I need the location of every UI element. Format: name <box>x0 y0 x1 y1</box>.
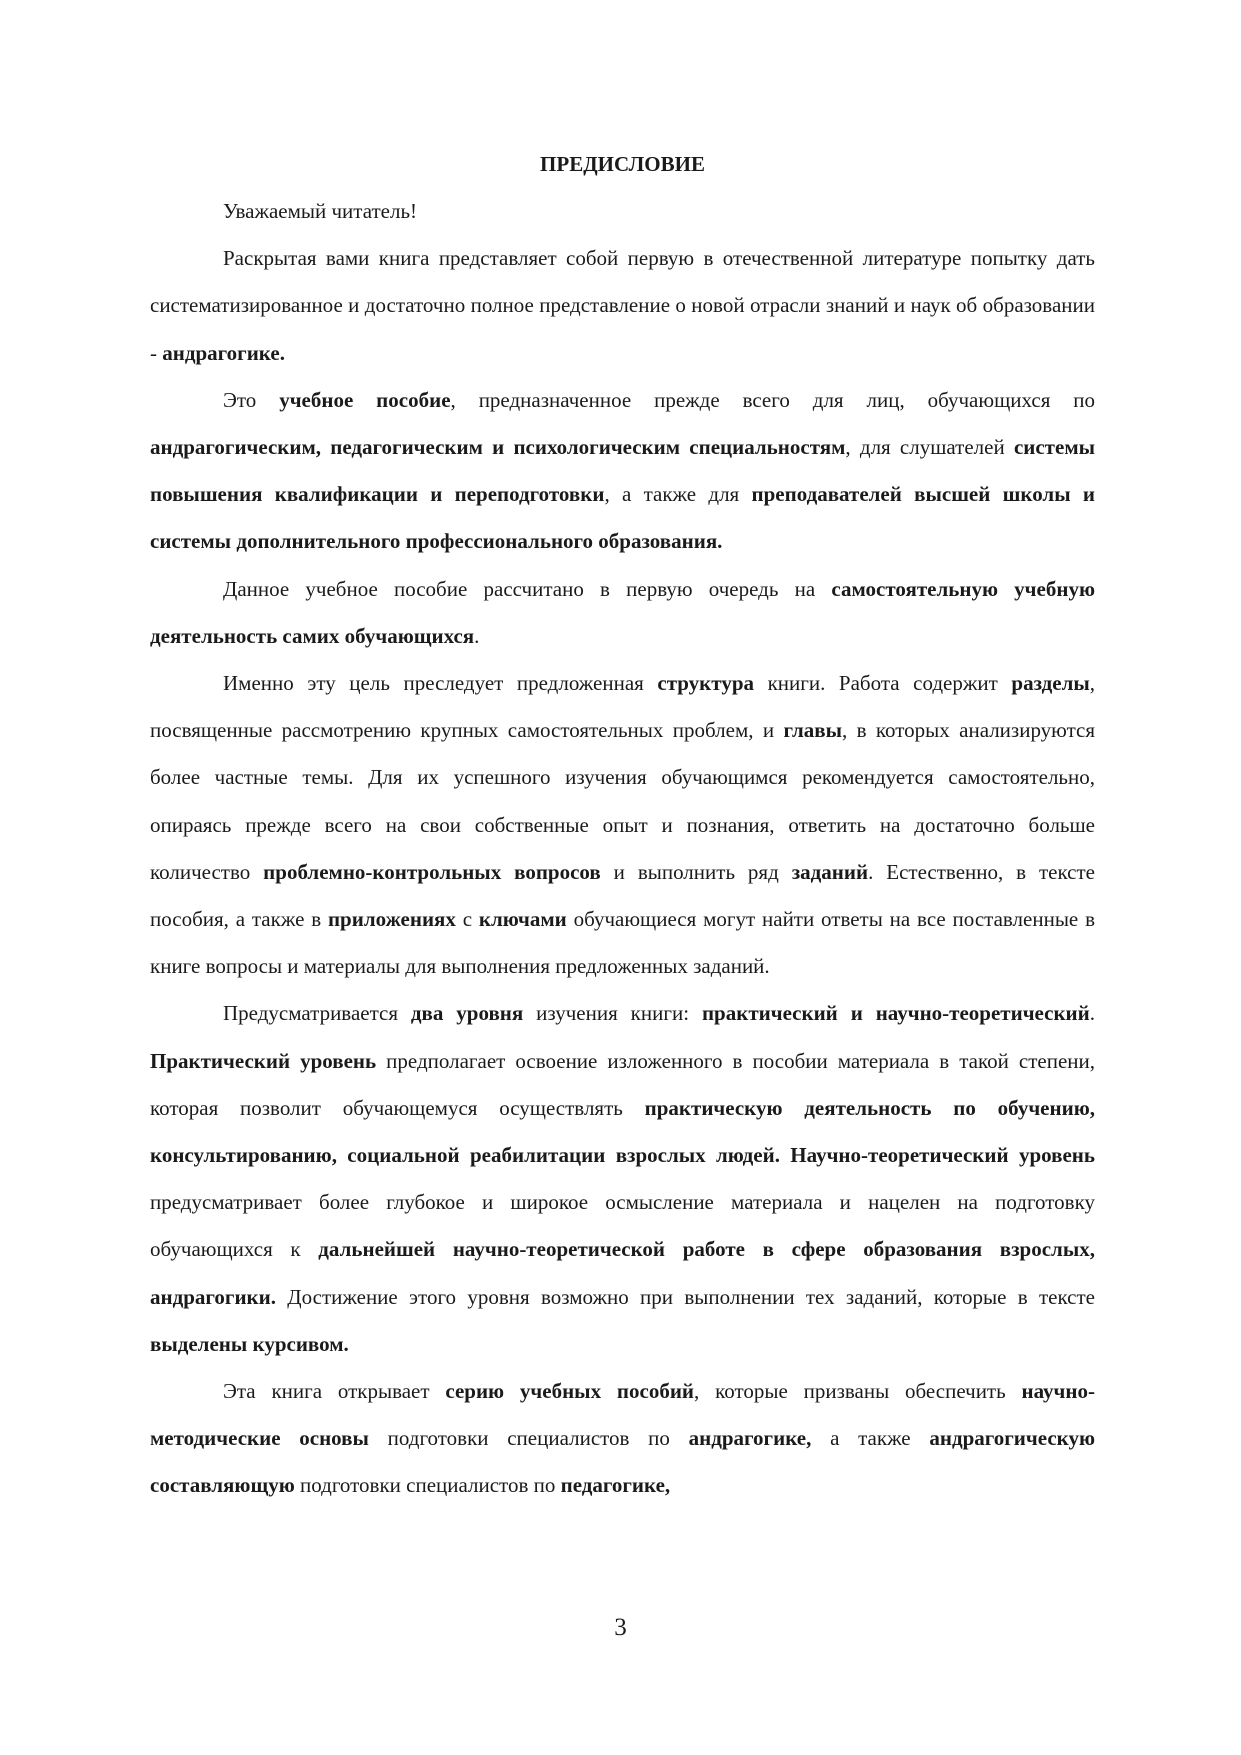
bold-text: андрагогическим, педагогическим и психологическим специальностям <box>150 435 846 460</box>
bold-text: серию учебных пособий <box>445 1379 695 1404</box>
text-run: . Естественно, в тексте пособия, а также в <box>150 859 1095 932</box>
text-run: , для слушателей <box>845 435 1014 460</box>
text-run: с <box>455 907 479 932</box>
bold-text: практическую деятельность по обучению, консультированию, социальной реабилитации взрослых людей. Научно-теоретический уровень <box>150 1095 1095 1168</box>
bold-text: андрагогике, <box>688 1426 812 1451</box>
text-run: подготовки специалистов по <box>294 1473 561 1498</box>
paragraph-2 <box>150 377 1095 566</box>
paragraph-6 <box>150 1368 1095 1510</box>
text-run: Это <box>223 387 280 412</box>
bold-text: выделены курсивом. <box>150 1331 349 1356</box>
bold-text: проблемно-контрольных вопросов <box>263 859 601 884</box>
text-run: Раскрытая вами книга представляет собой первую в отечественной литературе попытку дать систематизированное и достаточно полное представление о новой отрасли знаний и наук об образовании - <box>150 246 1095 365</box>
greeting: Уважаемый читатель! <box>223 199 418 223</box>
bold-text: дальнейшей научно-теоретической работе в сфере образования взрослых, андрагогики. <box>150 1237 1095 1309</box>
document-title: ПРЕДИСЛОВИЕ <box>540 152 705 176</box>
text-run: Достижение этого уровня возможно при выполнении тех заданий, которые в тексте <box>276 1284 1095 1309</box>
paragraph-5 <box>150 990 1095 1368</box>
document-page <box>150 148 1095 1510</box>
text-run: , которые призваны обеспечить <box>694 1379 1022 1404</box>
text-run: , в которых анализируются более частные темы. Для их успешного изучения обучающимся рекомендуется самостоятельно, опираясь прежде всего на свои собственные опыт и познания, ответить на достаточно больше количество <box>150 718 1095 884</box>
text-run: Данное учебное пособие рассчитано в первую очередь на <box>223 576 832 601</box>
text-run: Предусматривается <box>223 1001 411 1026</box>
paragraphs <box>150 235 1095 1509</box>
text-run: , посвященные рассмотрению крупных самостоятельных проблем, и <box>150 671 1096 743</box>
paragraph-1 <box>150 235 1095 377</box>
bold-text: заданий <box>791 859 869 884</box>
text-run: предполагает освоение изложенного в пособии материала в такой степени, которая позволит обучающемуся осуществлять <box>150 1048 1095 1120</box>
bold-text: ключами <box>478 907 567 932</box>
bold-text: преподавателей высшей школы и системы дополнительного профессионального образования. <box>150 482 1095 554</box>
bold-text: андрагогике. <box>162 340 285 365</box>
text-run: и выполнить ряд <box>600 859 792 884</box>
text-run: обучающиеся могут найти ответы на все поставленные в книге вопросы и материалы для выполнения предложенных заданий. <box>150 907 1095 979</box>
text-run: , а также для <box>604 482 752 507</box>
text-run: Именно эту цель преследует предложенная <box>223 671 658 696</box>
bold-text: самостоятельную учебную деятельность самих обучающихся <box>150 576 1095 648</box>
text-run: книги. Работа содержит <box>754 671 1012 696</box>
bold-text: учебное пособие <box>279 387 451 412</box>
bold-text: структура <box>657 671 755 696</box>
text-run: изучения книги: <box>523 1001 702 1026</box>
bold-text: приложениях <box>327 907 456 932</box>
page-number: 3 <box>614 1614 627 1641</box>
text-run: . <box>1089 1001 1096 1026</box>
bold-text: научно-методические основы <box>150 1379 1095 1451</box>
bold-text: два уровня <box>410 1001 524 1026</box>
bold-text: педагогике, <box>560 1473 671 1498</box>
bold-text: системы повышения квалификации и переподготовки <box>150 435 1096 507</box>
text-run: а также <box>811 1426 930 1451</box>
paragraph-4 <box>150 660 1095 990</box>
paragraph-3 <box>150 566 1095 660</box>
text-run: подготовки специалистов по <box>368 1426 689 1451</box>
bold-text: главы <box>783 718 842 743</box>
bold-text: разделы <box>1011 671 1090 696</box>
bold-text: андрагогическую составляющую <box>150 1426 1095 1498</box>
text-run: , предназначенное прежде всего для лиц, обучающихся по <box>450 387 1095 412</box>
text-run: . <box>474 623 480 648</box>
text-run: Эта книга открывает <box>223 1379 446 1404</box>
text-run: предусматривает более глубокое и широкое осмысление материала и нацелен на подготовку обучающихся к <box>150 1190 1095 1262</box>
bold-text: Практический уровень <box>150 1048 377 1073</box>
bold-text: практический и научно-теоретический <box>701 1001 1090 1026</box>
